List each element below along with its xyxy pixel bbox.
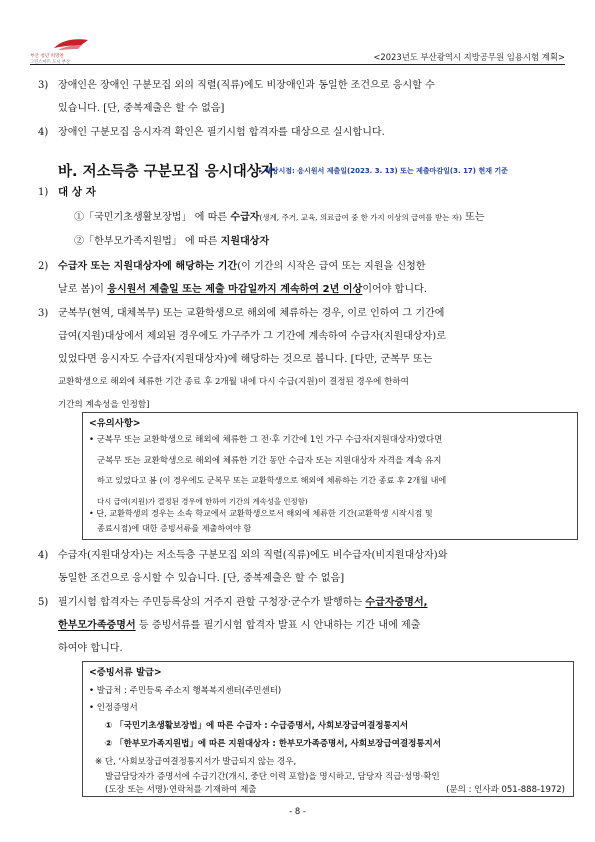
- item-text: 등 증빙서류를 필기시험 합격자 발표 시 안내하는 기간 내에 제출: [135, 620, 421, 631]
- military-line: 군복무(현역, 대체복무) 또는 교환학생으로 해외에 체류하는 경우, 이로 인하여 그 기간에: [58, 308, 445, 319]
- item-number: 5): [38, 597, 49, 608]
- military-line: 급여(지원)대상에서 제외된 경우에도 가구주가 그 기간에 계속하여 수급자(지원대상자)로: [58, 331, 446, 342]
- item-text-line: 수급자(지원대상자)는 저소득층 구분모집 외의 직렬(직류)에도 비수급자(비지원대상자)와: [58, 550, 448, 561]
- period-rest-2: 이어야 합니다.: [362, 284, 428, 295]
- logo-mark-icon: [50, 36, 90, 52]
- notice-title: <유의사항>: [89, 418, 141, 429]
- option-bold: 수급자: [230, 212, 260, 223]
- proof-line: ② 「한부모가족지원법」에 따른 지원대상자 : 한부모가족증명서, 사회보장급여결정통지서: [105, 739, 441, 749]
- item-text: 필기시험 합격자는 주민등록상의 거주지 관할 구청장·군수가 발행하는: [58, 597, 366, 608]
- period-bold-1: 수급자 또는 지원대상자에 해당하는 기간: [58, 261, 238, 272]
- notice-line: 종료시점)에 대한 증빙서류를 제출하여야 함: [97, 523, 252, 533]
- item-3-disabled: [38, 74, 536, 120]
- item-5-documents: [38, 591, 536, 660]
- option-small: (생계, 주거, 교육, 의료급여 중 한 가지 이상의 급여를 받는 자): [259, 213, 462, 222]
- military-line: 기간의 계속성을 인정함]: [58, 400, 150, 410]
- proof-box: [82, 661, 574, 797]
- notice-line: 다시 급여(지원)가 결정된 경우에 한하여 기간의 계속성을 인정함): [97, 497, 308, 506]
- period-line-1: [58, 255, 536, 278]
- option-text: ①「국민기초생활보장법」 에 따른: [74, 212, 231, 223]
- logo-text-2: 그린스마트 도시 부산: [30, 60, 71, 65]
- item-4-disabled: [38, 121, 536, 144]
- item-5-line-2: [58, 614, 536, 637]
- proof-line: ① 「국민기초생활보장법」에 따른 수급자 : 수급증명서, 사회보장급여결정통지서: [105, 721, 409, 731]
- item-5-line-3: 하여야 합니다.: [58, 643, 123, 654]
- document-title: <2023년도 부산광역시 지방공무원 임용시험 계획>: [373, 52, 565, 62]
- item-text-line: 있습니다. [단, 중복제출은 할 수 없음]: [58, 103, 225, 114]
- period-pre-2: 날로 봄)이: [58, 284, 108, 295]
- page-number: - 8 -: [289, 806, 306, 816]
- section-note: ▸ 해당시점: 응시원서 제출일(2023. 3. 13) 또는 제출마감일(3. 17) 현재 기준: [259, 167, 508, 175]
- item-3-military: [38, 302, 536, 417]
- item-text-line: 장애인은 장애인 구분모집 외의 직렬(직류)에도 비장애인과 동일한 조건으로 응시할 수: [58, 80, 435, 91]
- item-1-target: [38, 181, 536, 204]
- option-suffix: 또는: [461, 212, 485, 223]
- item-2-period: [38, 255, 536, 301]
- option-bold: 지원대상자: [220, 236, 270, 247]
- logo-text-1: 부산 청년 희망찬: [30, 54, 64, 59]
- notice-line: 하고 있었다고 봄 (이 경우에도 군복무 또는 교환학생으로 해외에 체류하는 기간 종료 후 2개월 내에: [97, 475, 447, 485]
- item-text-line: 장애인 구분모집 응시자격 확인은 필기시험 합격자를 대상으로 실시합니다.: [58, 127, 385, 138]
- item-number: 4): [38, 550, 49, 561]
- period-line-2: [58, 278, 536, 301]
- period-bold-2: 응시원서 제출일 또는 제출 마감일까지 계속하여 2년 이상: [107, 284, 363, 295]
- item-number: 1): [38, 187, 49, 198]
- item-number: 3): [38, 308, 49, 319]
- proof-line: 발급담당자가 증명서에 수급기간(개시, 중단 이력 포함)을 명시하고, 담당자 직급·성명·확인: [105, 772, 440, 782]
- item-4-recipient: [38, 544, 536, 590]
- item-number: 3): [38, 80, 49, 91]
- section-title: 바. 저소득층 구분모집 응시대상자: [58, 164, 275, 180]
- notice-line: 군복무 또는 교환학생으로 해외에 체류한 기간 동안 수급자 또는 지원대상자 자격을 계속 유지: [97, 456, 442, 466]
- notice-line: • 단, 교환학생의 경우는 소속 학교에서 교환학생으로서 해외에 체류한 기간(교환학생 시작시점 및: [89, 508, 433, 518]
- header-divider: [30, 64, 565, 65]
- period-rest-1: (이 기간의 시작은 급여 또는 지원을 신청한: [237, 261, 426, 272]
- military-line: 있었다면 응시자도 수급자(지원대상자)에 해당하는 것으로 봅니다. [다만, 군복무 또는: [58, 354, 433, 365]
- proof-line: ※ 단, ‘사회보장급여결정통지서가 발급되지 않는 경우,: [95, 757, 297, 767]
- proof-contact: (문의 : 인사과 051-888-1972): [446, 785, 565, 795]
- item-number: 2): [38, 261, 49, 272]
- military-line: 교환학생으로 해외에 체류한 기간 종료 후 2개월 내에 다시 수급(지원)이 결정된 경우에 한하여: [58, 377, 409, 387]
- notice-line: • 군복무 또는 교환학생으로 해외에 체류한 그 전·후 기간에 1인 가구 수급자(지원대상자)였다면: [89, 435, 443, 445]
- item-bold: 수급자증명서,: [365, 597, 428, 608]
- proof-title: <증빙서류 발급>: [89, 667, 162, 678]
- item-bold: 한부모가족증명서: [58, 620, 136, 631]
- item-text-line: 동일한 조건으로 응시할 수 있습니다. [단, 중복제출은 할 수 없음]: [58, 573, 345, 584]
- item-5-line-1: [58, 591, 536, 614]
- proof-line: • 인정증명서: [89, 703, 138, 713]
- proof-line: (도장 또는 서명)·연락처를 기재하여 제출: [105, 785, 257, 795]
- item-number: 4): [38, 127, 49, 138]
- proof-line: • 발급처 : 주민등록 주소지 행복복지센터(주민센터): [89, 686, 282, 696]
- target-label: 대 상 자: [58, 186, 96, 198]
- target-option-2: [74, 230, 554, 253]
- option-text: ②「한부모가족지원법」 에 따른: [74, 236, 221, 247]
- target-option-1: [74, 206, 554, 229]
- notice-box: [82, 412, 578, 540]
